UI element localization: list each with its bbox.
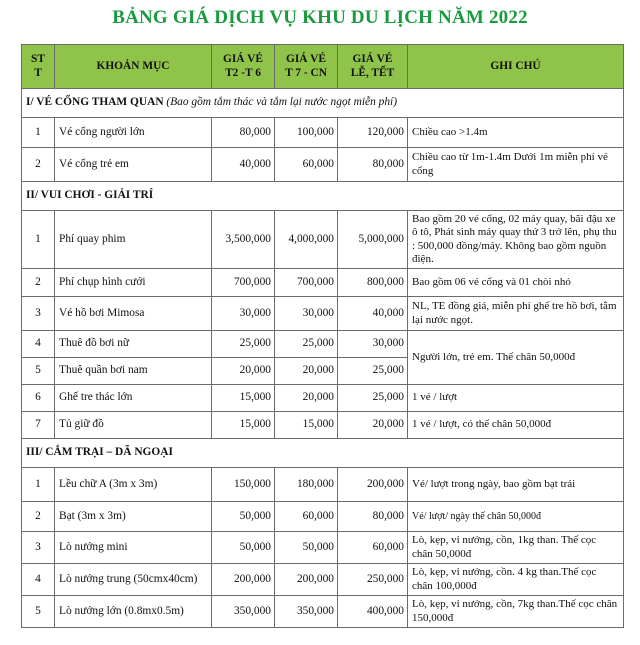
section-hint: (Bao gồm tắm thác và tắm lại nước ngọt miễn phí) (166, 96, 397, 109)
header-note: GHI CHÚ (408, 45, 624, 89)
table-row: 2 Phí chụp hình cưới 700,000 700,000 800,000 Bao gồm 06 vé cổng và 01 chòi nhỏ (22, 269, 624, 297)
table-row: 6 Ghế tre thác lớn 15,000 20,000 25,000 1 vé / lượt (22, 385, 624, 412)
header-item: KHOẢN MỤC (55, 45, 212, 89)
header-row (22, 45, 624, 89)
table-row: 5 Thuê quần bơi nam 20,000 20,000 25,000 (22, 358, 624, 385)
section-title: III/ CẮM TRẠI – DÃ NGOẠI (26, 446, 173, 459)
table-row: 3 Vé hồ bơi Mimosa 30,000 30,000 40,000 NL, TE đồng giá, miễn phí ghế tre hồ bơi, tắm lại nước ngọt. (22, 297, 624, 331)
table-row: 2 Bạt (3m x 3m) 50,000 60,000 80,000 Vé/ lượt/ ngày thế chân 50,000đ (22, 502, 624, 532)
table-row: 1 Lều chữ A (3m x 3m) 150,000 180,000 200,000 Vé/ lượt trong ngày, bao gồm bạt trải (22, 468, 624, 502)
table-row: 4 Thuê đồ bơi nữ 25,000 25,000 30,000 Người lớn, trẻ em. Thế chân 50,000đ (22, 331, 624, 358)
table-row: 1 Phí quay phim 3,500,000 4,000,000 5,000,000 Bao gồm 20 vé cổng, 02 máy quay, bãi đậu xe ô tô, Phát sinh máy quay thứ 3 trở lên, phụ thu : 500,000 đồng/máy. Không bao gồm nguồn điện. (22, 211, 624, 269)
header-holiday-price: GIÁ VÉ LỄ, TẾT (338, 45, 408, 89)
table-row: 2 Vé cổng trẻ em 40,000 60,000 80,000 Chiều cao từ 1m-1.4m Dưới 1m miễn phí vé cổng (22, 148, 624, 182)
price-table (21, 44, 624, 628)
section-row (22, 89, 624, 118)
header-weekend-price: GIÁ VÉ T 7 - CN (275, 45, 338, 89)
section-row (22, 439, 624, 468)
header-weekday-price: GIÁ VÉ T2 -T 6 (212, 45, 275, 89)
section-title: II/ VUI CHƠI - GIẢI TRÍ (26, 189, 154, 202)
table-row: 3 Lò nướng mini 50,000 50,000 60,000 Lò, kẹp, vỉ nướng, cồn, 1kg than. Thế cọc chân 50,000đ (22, 532, 624, 564)
section-title: I/ VÉ CỔNG THAM QUAN (26, 96, 164, 109)
table-row: 7 Tủ giữ đồ 15,000 15,000 20,000 1 vé / lượt, có thế chân 50,000đ (22, 412, 624, 439)
table-row: 4 Lò nướng trung (50cmx40cm) 200,000 200,000 250,000 Lò, kẹp, vỉ nướng, cồn. 4 kg than.Thế cọc chân 100,000đ (22, 564, 624, 596)
page-title: BẢNG GIÁ DỊCH VỤ KHU DU LỊCH NĂM 2022 (112, 7, 528, 28)
section-row (22, 182, 624, 211)
header-stt: ST T (22, 45, 55, 89)
table-row: 5 Lò nướng lớn (0.8mx0.5m) 350,000 350,000 400,000 Lò, kẹp, vỉ nướng, cồn, 7kg than.Thế cọc chân 150,000đ (22, 596, 624, 628)
table-row: 1 Vé cổng người lớn 80,000 100,000 120,000 Chiều cao >1.4m (22, 118, 624, 148)
